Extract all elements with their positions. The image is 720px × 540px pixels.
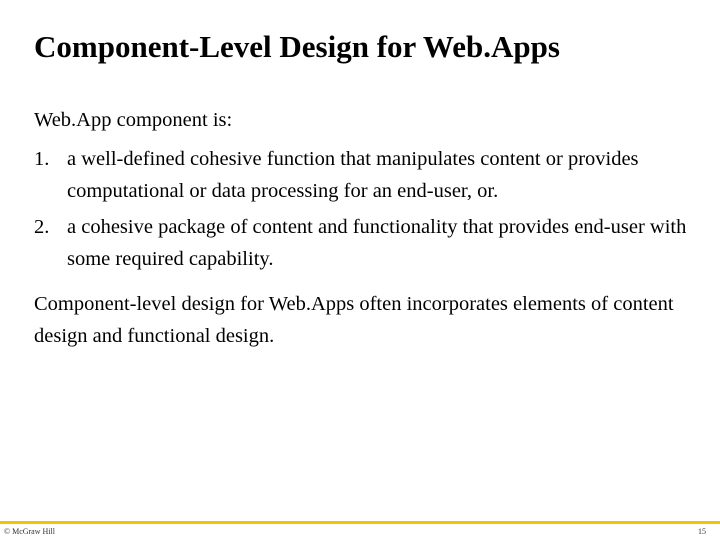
- copyright-text: © McGraw Hill: [4, 527, 55, 536]
- numbered-list: [34, 143, 694, 279]
- page-number: 15: [698, 527, 706, 536]
- list-item-text: a cohesive package of content and functionality that provides end-user with some required capability.: [67, 216, 687, 270]
- list-item: [34, 211, 694, 275]
- list-item: [34, 143, 694, 207]
- list-item-number: 2.: [34, 216, 50, 238]
- list-item-text: a well-defined cohesive function that manipulates content or provides computational or data processing for an end-user, or.: [67, 148, 639, 202]
- slide-title: Component-Level Design for Web.Apps: [34, 29, 560, 64]
- closing-text: Component-level design for Web.Apps often incorporates elements of content design and functional design.: [34, 293, 674, 347]
- footer-divider: [0, 521, 720, 524]
- list-item-number: 1.: [34, 148, 50, 170]
- intro-text: Web.App component is:: [34, 109, 233, 131]
